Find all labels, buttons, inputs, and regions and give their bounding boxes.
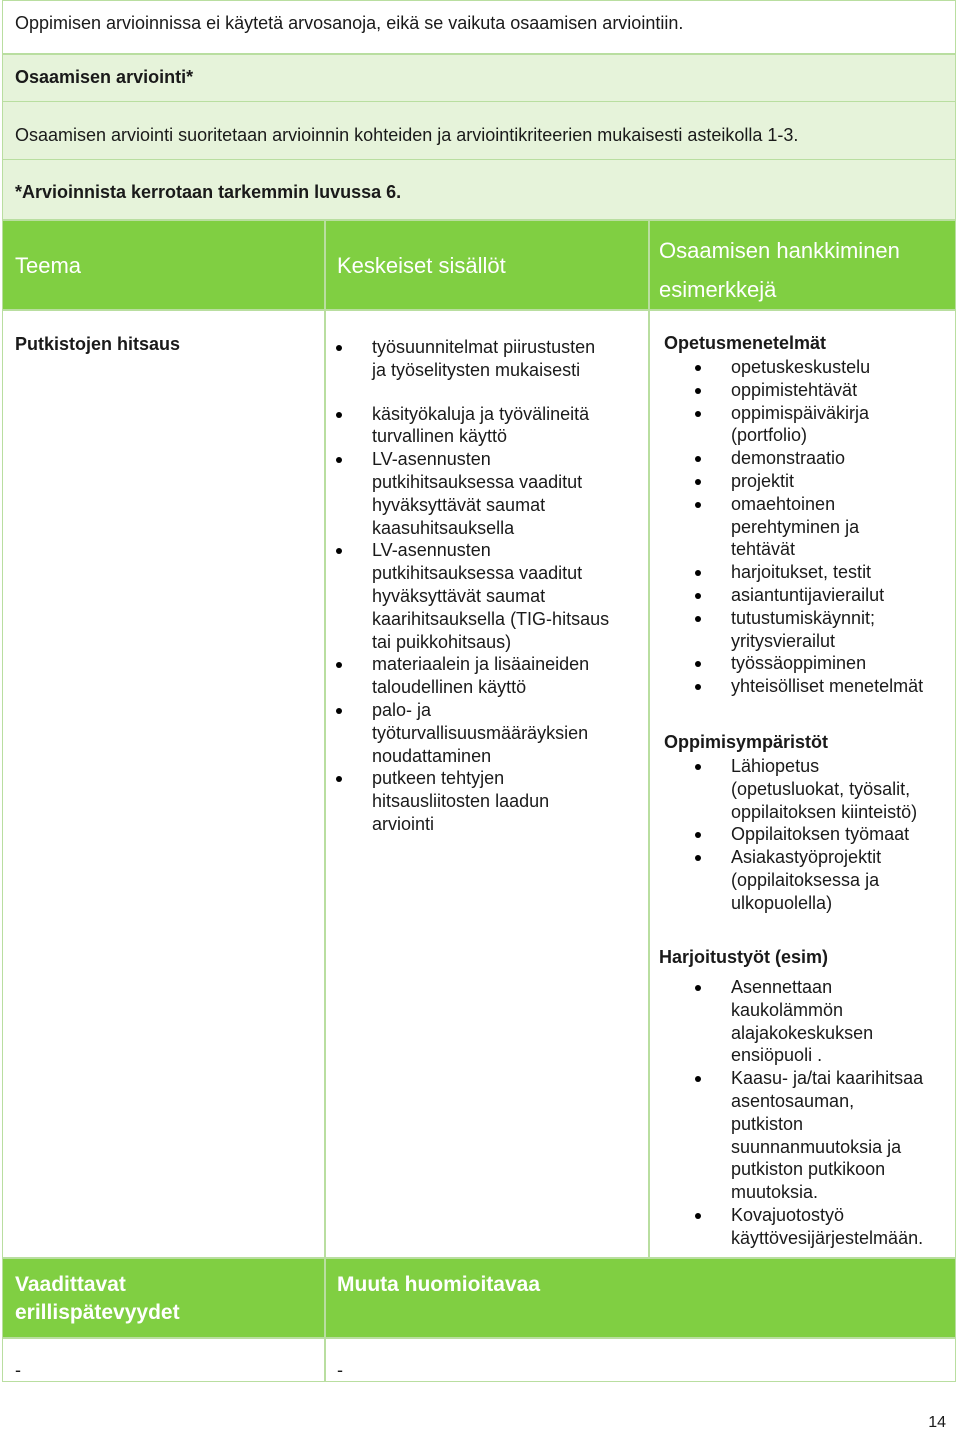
list-item-line: perehtyminen ja: [731, 516, 860, 537]
teema-value: Putkistojen hitsaus: [15, 334, 181, 354]
list-item-line: putkiston putkikoon: [731, 1159, 886, 1180]
list-item: [685, 607, 955, 653]
harjoitustyot-list: [685, 976, 955, 1250]
oppimisymparistot-list: [685, 755, 955, 915]
list-item-line: yritysvierailut: [731, 630, 836, 651]
list-item-line: Asiakastyöprojektit: [731, 847, 882, 868]
list-item: [685, 356, 955, 379]
list-item-line: kaarihitsauksella (TIG-hitsaus: [372, 608, 610, 629]
list-item: [685, 846, 955, 914]
vaadittavat-l2: erillispätevyydet: [15, 1301, 180, 1324]
list-item-line: noudattaminen: [372, 745, 492, 766]
list-item: [326, 699, 646, 767]
list-item-line: (opetusluokat, työsalit,: [731, 778, 911, 799]
list-item-line: ulkopuolella): [731, 892, 833, 913]
list-item-line: putkihitsauksessa vaaditut: [372, 471, 583, 492]
list-item-line: putkeen tehtyjen: [372, 768, 505, 789]
list-item-line: putkihitsauksessa vaaditut: [372, 563, 583, 584]
vaadittavat-l1: Vaadittavat: [15, 1273, 126, 1296]
list-item: [685, 675, 955, 698]
header-osaamisen: [649, 220, 956, 310]
list-item: [685, 493, 955, 561]
list-item-line: oppimispäiväkirja: [731, 402, 870, 423]
list-item-line: turvallinen käyttö: [372, 426, 508, 447]
list-item-line: oppimistehtävät: [731, 379, 858, 400]
list-item-line: tutustumiskäynnit;: [731, 607, 876, 628]
header-vaadittavat: [2, 1258, 325, 1338]
assessment-text: Osaamisen arviointi suoritetaan arvioinnin kohteiden ja arviointikriteerien mukaisesti asteikolla 1-3.: [15, 125, 799, 145]
list-item-line: asiantuntijavierailut: [731, 584, 885, 605]
cell-teema: [2, 310, 325, 1258]
assessment-heading: Osaamisen arviointi*: [15, 67, 194, 87]
list-item-line: LV-asennusten: [372, 449, 491, 470]
list-item-line: materiaalein ja lisäaineiden: [372, 654, 590, 675]
cell-osaamisen: [649, 310, 956, 1258]
list-item-line: kaasuhitsauksella: [372, 517, 515, 538]
assessment-note: *Arvioinnista kerrotaan tarkemmin luvussa 6.: [15, 182, 402, 202]
intro-text: Oppimisen arvioinnissa ei käytetä arvosanoja, eikä se vaikuta osaamisen arviointiin.: [15, 13, 684, 33]
list-item-line: alajakokeskuksen: [731, 1022, 874, 1043]
keskeiset-list: [326, 336, 646, 836]
list-item: [685, 755, 955, 823]
list-item: [685, 470, 955, 493]
list-item-line: työssäoppiminen: [731, 653, 867, 674]
list-item-line: tai puikkohitsaus): [372, 631, 512, 652]
list-item: [685, 1204, 955, 1250]
list-item: [685, 652, 955, 675]
header-osaamisen-l2: esimerkkejä: [659, 277, 777, 302]
list-item-line: suunnanmuutoksia ja: [731, 1136, 902, 1157]
list-item-line: LV-asennusten: [372, 540, 491, 561]
intro-row-2: [2, 102, 956, 160]
list-item-line: hyväksyttävät saumat: [372, 585, 546, 606]
muuta-label: Muuta huomioitavaa: [337, 1273, 541, 1296]
list-item-line: palo- ja: [372, 699, 432, 720]
list-item: [326, 336, 646, 382]
list-item: [326, 653, 646, 699]
cell-keskeiset: [325, 310, 649, 1258]
list-item-line: harjoitukset, testit: [731, 562, 872, 583]
list-item-line: arviointi: [372, 813, 435, 834]
header-osaamisen-l1: Osaamisen hankkiminen: [659, 238, 900, 263]
list-item-line: taloudellinen käyttö: [372, 677, 527, 698]
list-item-line: työturvallisuusmääräyksien: [372, 722, 589, 743]
list-item: [685, 584, 955, 607]
list-item-line: (portfolio): [731, 425, 808, 446]
list-item: [685, 402, 955, 448]
list-item-line: Lähiopetus: [731, 756, 820, 776]
list-item-line: kaukolämmön: [731, 999, 844, 1020]
intro-row-1: [2, 0, 956, 54]
list-item-line: Oppilaitoksen työmaat: [731, 824, 910, 845]
list-item-line: projektit: [731, 470, 795, 491]
list-item-line: tehtävät: [731, 539, 796, 560]
header-teema: Teema: [2, 220, 325, 310]
list-item-line: hitsausliitosten laadun: [372, 791, 550, 812]
intro-row-note: [2, 160, 956, 220]
cell-muuta-value: -: [325, 1338, 956, 1382]
intro-row-heading: [2, 54, 956, 102]
list-item: [685, 379, 955, 402]
list-item-line: Kaasu- ja/tai kaarihitsaa: [731, 1068, 924, 1089]
list-item-line: ja työselitysten mukaisesti: [372, 359, 581, 380]
harjoitustyot-title: Harjoitustyöt (esim): [659, 947, 829, 967]
list-item-line: (oppilaitoksessa ja: [731, 869, 880, 890]
list-item-line: oppilaitoksen kiinteistö): [731, 801, 918, 822]
opetusmenetelmat-list: [685, 356, 955, 698]
list-item-line: asentosauman,: [731, 1090, 855, 1111]
page-number: 14: [928, 1414, 946, 1431]
list-item-line: Asennettaan: [731, 977, 833, 997]
list-item-line: ensiöpuoli .: [731, 1045, 823, 1066]
list-item-line: Kovajuotostyö: [731, 1204, 845, 1225]
cell-vaadittavat-value: -: [2, 1338, 325, 1382]
list-item: [685, 823, 955, 846]
list-item-line: yhteisölliset menetelmät: [731, 676, 924, 697]
header-keskeiset: Keskeiset sisällöt: [325, 220, 649, 310]
list-item-line: muutoksia.: [731, 1182, 819, 1203]
opetusmenetelmat-title: Opetusmenetelmät: [664, 333, 827, 353]
list-item-line: työsuunnitelmat piirustusten: [372, 337, 596, 357]
list-item: [326, 539, 646, 653]
list-item: [685, 561, 955, 584]
list-item: [326, 767, 646, 835]
list-item-line: putkiston: [731, 1113, 804, 1134]
list-item-line: hyväksyttävät saumat: [372, 494, 546, 515]
list-item-line: käyttövesijärjestelmään.: [731, 1227, 924, 1248]
list-item-line: omaehtoinen: [731, 493, 836, 514]
list-item: [685, 447, 955, 470]
list-item: [685, 976, 955, 1067]
list-item-line: käsityökaluja ja työvälineitä: [372, 403, 590, 424]
list-item: [685, 1067, 955, 1204]
list-item: [326, 403, 646, 449]
list-item-line: demonstraatio: [731, 448, 846, 469]
list-item: [326, 448, 646, 539]
header-muuta: [325, 1258, 956, 1338]
list-item-line: opetuskeskustelu: [731, 357, 871, 377]
oppimisymparistot-title: Oppimisympäristöt: [664, 732, 829, 752]
